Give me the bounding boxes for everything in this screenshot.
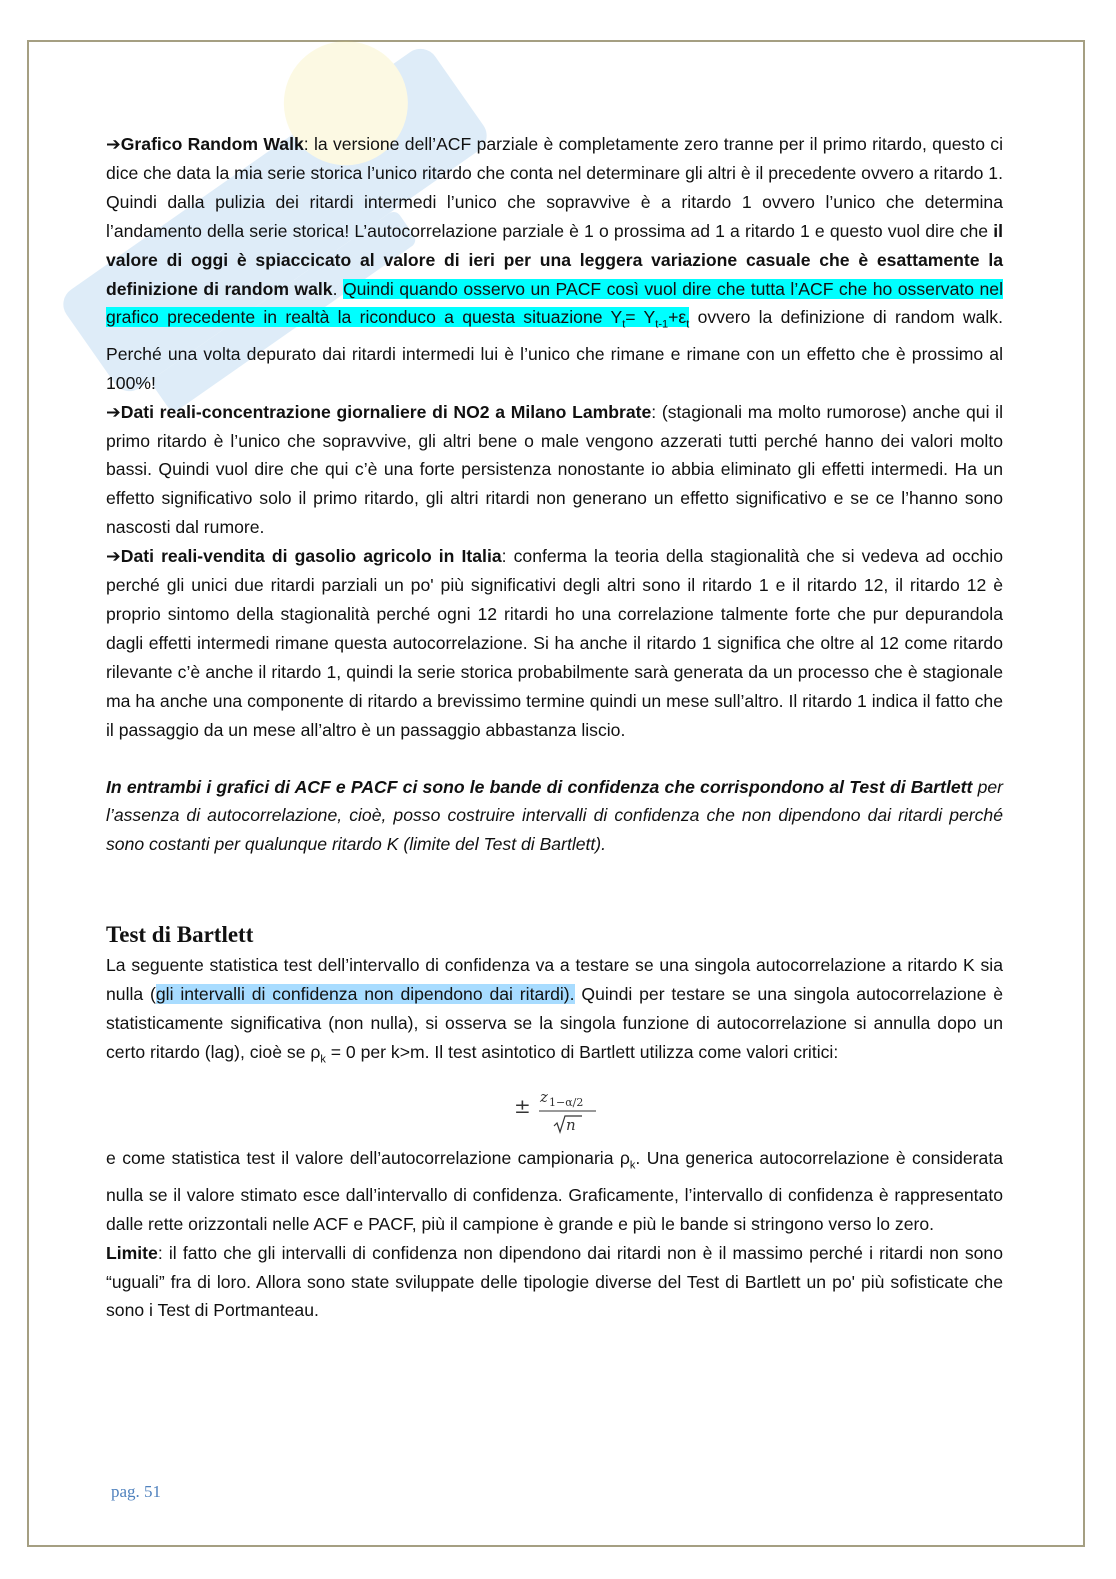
paragraph-title: Dati reali-vendita di gasolio agricolo in Italia — [120, 546, 502, 567]
paragraph-no2 — [106, 398, 1003, 543]
paragraph-title: Dati reali-concentrazione giornaliere di NO2 a Milano Lambrate — [120, 401, 652, 422]
paragraph-bartlett-intro — [106, 951, 1003, 1074]
paragraph-statistica-test — [106, 1144, 1003, 1238]
highlighted-text: Quindi quando osservo un PACF così vuol dire che tutta l’ACF che ho osservato nel grafico precedente in realtà la riconduco a questa situazione $Y_t= Y_{t-1}+\varepsilon_t$ — [106, 278, 1003, 331]
paragraph-bande-confidenza — [106, 773, 1003, 860]
paragraph-text: : la versione dell’ACF parziale è completamente zero tranne per il primo ritardo, questo ci dice che data la mia serie storica l’unico ritardo che conta nel determinare gli altri è il precedente ovvero a ritardo 1. Quindi dalla pulizia dei ritardi intermedi l’unico che sopravvive è a ritardo 1 ovvero l’unico che determina l’andamento della serie storica! L’autocorrelazione parziale è 1 o prossima ad 1 a ritardo 1 e questo vuol dire che — [106, 134, 1003, 241]
page-number: pag. 51 — [111, 1482, 162, 1501]
formula-numerator-sub: 1−α/2 — [548, 1096, 583, 1110]
paragraph-text: . — [332, 278, 343, 299]
formula-denominator: n — [565, 1116, 576, 1135]
paragraph-text: Quindi per testare se una singola autocorrelazione è statisticamente significativa (non nulla), si osserva se la singola funzione di autocorrelazione si annulla dopo un certo ritardo (lag), cioè se ρ — [106, 984, 1004, 1062]
paragraph-text: per l’assenza di autocorrelazione, cioè, posso costruire intervalli di confidenza che non dipendono dai ritardi perché sono costanti per qualunque ritardo K (limite del Test di Bartlett). — [106, 776, 1003, 855]
paragraph-text: : (stagionali ma molto rumorose) anche qui il primo ritardo è l’unico che sopravvive, gli altri bene o male vengono azzerati tutti perché hanno dei valori molto bassi. Quindi vuol dire che qui c’è una forte persistenza nonostante io abbia eliminato gli effetti intermedi. Ha un effetto significativo solo il primo ritardo, gli altri ritardi non generano un effetto significativo e se ce l’hanno sono nascosti dal rumore. — [106, 401, 1003, 538]
formula-pm: ± — [513, 1094, 531, 1119]
paragraph-text: ovvero la definizione di random walk. Perché una volta depurato dai ritardi intermedi lui è l’unico che rimane e rimane con un effetto che è prossimo al 100%! — [106, 307, 1003, 393]
page-content — [106, 130, 1003, 1325]
section-heading: Test di Bartlett — [106, 922, 254, 948]
paragraph-limite — [106, 1239, 1003, 1326]
paragraph-text: : conferma la teoria della stagionalità che si vedeva ad occhio perché gli unici due ritardi parziali un po' più significativi degli altri sono il ritardo 1 e il ritardo 12, il ritardo 12 è proprio sintomo della stagionalità perché ogni 12 ritardi ho una correlazione talmente forte che pur depurandola dagli effetti intermedi rimane questa autocorrelazione. Si ha anche il ritardo 1 significa che oltre al 12 come ritardo rilevante c’è anche il ritardo 1, quindi la serie storica probabilmente sarà generata da un processo che è stagionale ma ha anche una componente di ritardo a brevissimo termine quindi un mese sull’altro. Il ritardo 1 indica il fatto che il passaggio da un mese all’altro è un passaggio abbastanza liscio. — [106, 546, 1003, 740]
paragraph-title: Grafico Random Walk — [120, 134, 304, 154]
formula-numerator: z — [539, 1088, 548, 1107]
critical-value-formula — [106, 1082, 1003, 1138]
paragraph-text: e come statistica test il valore dell’autocorrelazione campionaria ρ — [106, 1148, 630, 1169]
paragraph-text: La seguente statistica test dell’intervallo di confidenza va a testare se una singola autocorrelazione a ritardo K sia nulla ( — [106, 955, 1003, 1005]
subscript: k — [629, 1159, 636, 1172]
paragraph-text: . Una generica autocorrelazione è considerata nulla se il valore stimato esce dall’intervallo di confidenza. Graficamente, l’intervallo di confidenza è rappresentato dalle rette orizzontali nelle ACF e PACF, più il campione è grande e più le bande si stringono verso lo zero. — [106, 1148, 1003, 1234]
subscript: k — [320, 1053, 326, 1066]
bold-statement: il valore di oggi è spiaccicato al valore di ieri per una leggera variazione casuale che è esattamente la definizione di random walk — [106, 220, 1003, 299]
arrow-icon: ➔ — [106, 401, 121, 422]
highlighted-text: gli intervalli di confidenza non dipendono dai ritardi). — [155, 984, 575, 1005]
arrow-icon: ➔ — [106, 134, 121, 154]
arrow-icon: ➔ — [106, 546, 121, 567]
paragraph-text: = 0 per k>m. Il test asintotico di Bartlett utilizza come valori critici: — [325, 1041, 839, 1062]
bold-statement: In entrambi i grafici di ACF e PACF ci sono le bande di confidenza che corrispondono al Test di Bartlett — [106, 776, 973, 797]
paragraph-random-walk — [106, 130, 1003, 398]
paragraph-gasolio — [106, 542, 1003, 744]
bold-statement: Limite — [106, 1242, 158, 1263]
paragraph-text: : il fatto che gli intervalli di confidenza non dipendono dai ritardi non è il massimo perché i ritardi non sono “uguali” fra di loro. Allora sono state sviluppate delle tipologie diverse del Test di Bartlett un po' più sofisticate che sono i Test di Portmanteau. — [106, 1242, 1003, 1321]
